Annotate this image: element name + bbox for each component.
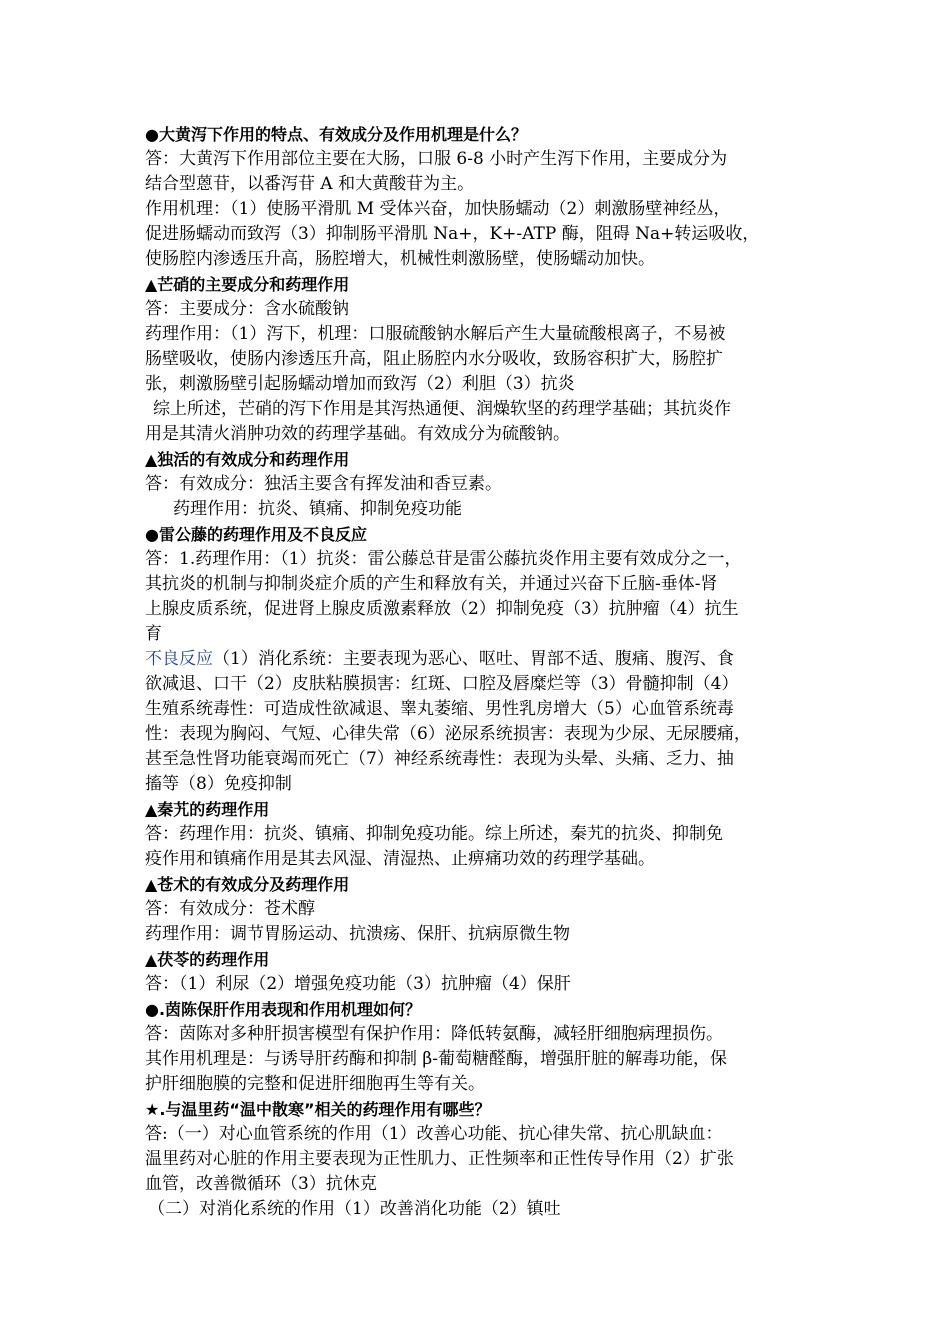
text-line: 搐等（8）免疫抑制: [145, 774, 292, 794]
text-line: 答：大黄泻下作用部位主要在大肠，口服 6-8 小时产生泻下作用，主要成分为: [145, 149, 728, 169]
text-line: 综上所述，芒硝的泻下作用是其泻热通便、润燥软坚的药理学基础；其抗炎作: [153, 399, 731, 419]
text-line: 答：有效成分：苍术醇: [145, 899, 315, 919]
text-line: 结合型蒽苷，以番泻苷 A 和大黄酸苷为主。: [145, 174, 475, 194]
text-line: 其作用机理是：与诱导肝药酶和抑制 β-葡萄糖醛酶，增强肝脏的解毒功能，保: [145, 1049, 727, 1069]
text-line: [145, 647, 815, 672]
text-line: 答：药理作用：抗炎、镇痛、抑制免疫功能。综上所述，秦艽的抗炎、抑制免: [145, 824, 723, 844]
section-heading: ▲茯苓的药理作用: [145, 950, 270, 969]
document-page: [145, 122, 815, 1222]
text-line: 肠壁吸收，使肠内渗透压升高，阻止肠腔内水分吸收，致肠容积扩大，肠腔扩: [145, 349, 723, 369]
text-line: 答：茵陈对多种肝损害模型有保护作用：降低转氨酶，减轻肝细胞病理损伤。: [145, 1024, 723, 1044]
text-line: 使肠腔内渗透压升高，肠腔增大，机械性刺激肠壁，使肠蠕动加快。: [145, 249, 655, 269]
section-heading: ●大黄泻下作用的特点、有效成分及作用机理是什么？: [145, 125, 527, 144]
text-line: 张，刺激肠壁引起肠蠕动增加而致泻（2）利胆（3）抗炎: [145, 374, 575, 394]
text-line: 作用机理：（1）使肠平滑肌 M 受体兴奋，加快肠蠕动（2）刺激肠壁神经丛，: [145, 199, 731, 219]
text-line: 性：表现为胸闷、气短、心律失常（6）泌尿系统损害：表现为少尿、无尿腰痛，: [145, 724, 751, 744]
text-line: 答:（一）对心血管系统的作用（1）改善心功能、抗心律失常、抗心肌缺血：: [145, 1124, 723, 1144]
text-line: 欲减退、口干（2）皮肤粘膜损害：红斑、口腔及唇糜烂等（3）骨髓抑制（4）: [145, 674, 739, 694]
text-line: 疫作用和镇痛作用是其去风湿、清湿热、止痹痛功效的药理学基础。: [145, 849, 655, 869]
text-line: 用是其清火消肿功效的药理学基础。有效成分为硫酸钠。: [145, 424, 570, 444]
text-line: 答：有效成分：独活主要含有挥发油和香豆素。: [145, 474, 502, 494]
section-heading: ●雷公藤的药理作用及不良反应: [145, 525, 367, 544]
adverse-reaction-link[interactable]: 不良反应: [145, 649, 213, 669]
section-heading: ●.茵陈保肝作用表现和作用机理如何？: [145, 1000, 422, 1019]
text-line: 答：主要成分：含水硫酸钠: [145, 299, 349, 319]
text-line: 药理作用：调节胃肠运动、抗溃疡、保肝、抗病原微生物: [145, 924, 570, 944]
text-line: 生殖系统毒性：可造成性欲减退、睾丸萎缩、男性乳房增大（5）心血管系统毒: [145, 699, 734, 719]
text-line: 答：（1）利尿（2）增强免疫功能（3）抗肿瘤（4）保肝: [145, 974, 571, 994]
section-heading: ▲秦艽的药理作用: [145, 800, 270, 819]
text-line: 护肝细胞膜的完整和促进肝细胞再生等有关。: [145, 1074, 485, 1094]
text-line: 育: [145, 624, 162, 644]
text-line: 药理作用：（1）泻下，机理：口服硫酸钠水解后产生大量硫酸根离子，不易被: [145, 324, 726, 344]
text-line: 答：1.药理作用：（1）抗炎：雷公藤总苷是雷公藤抗炎作用主要有效成分之一，: [145, 549, 742, 569]
section-heading: ▲独活的有效成分和药理作用: [145, 450, 350, 469]
section-heading: ▲芒硝的主要成分和药理作用: [145, 275, 350, 294]
text-line: 上腺皮质系统，促进肾上腺皮质激素释放（2）抑制免疫（3）抗肿瘤（4）抗生: [145, 599, 739, 619]
text-line: 药理作用：抗炎、镇痛、抑制免疫功能: [173, 499, 462, 519]
text-line: 血管，改善微循环（3）抗休克: [145, 1174, 377, 1194]
text-line: 甚至急性肾功能衰竭而死亡（7）神经系统毒性：表现为头晕、头痛、乏力、抽: [145, 749, 734, 769]
text-line: （二）对消化系统的作用（1）改善消化功能（2）镇吐: [148, 1199, 561, 1219]
section-heading: ★.与温里药“温中散寒”相关的药理作用有哪些？: [145, 1100, 491, 1119]
text-line: 其抗炎的机制与抑制炎症介质的产生和释放有关，并通过兴奋下丘脑-垂体-肾: [145, 574, 718, 594]
text-segment: （1）消化系统：主要表现为恶心、呕吐、胃部不适、腹痛、腹泻、食: [213, 649, 734, 669]
text-line: 促进肠蠕动而致泻（3）抑制肠平滑肌 Na+，K+-ATP 酶，阻碍 Na+转运吸收，: [145, 224, 760, 244]
text-line: 温里药对心脏的作用主要表现为正性肌力、正性频率和正性传导作用（2）扩张: [145, 1149, 734, 1169]
section-heading: ▲苍术的有效成分及药理作用: [145, 875, 350, 894]
